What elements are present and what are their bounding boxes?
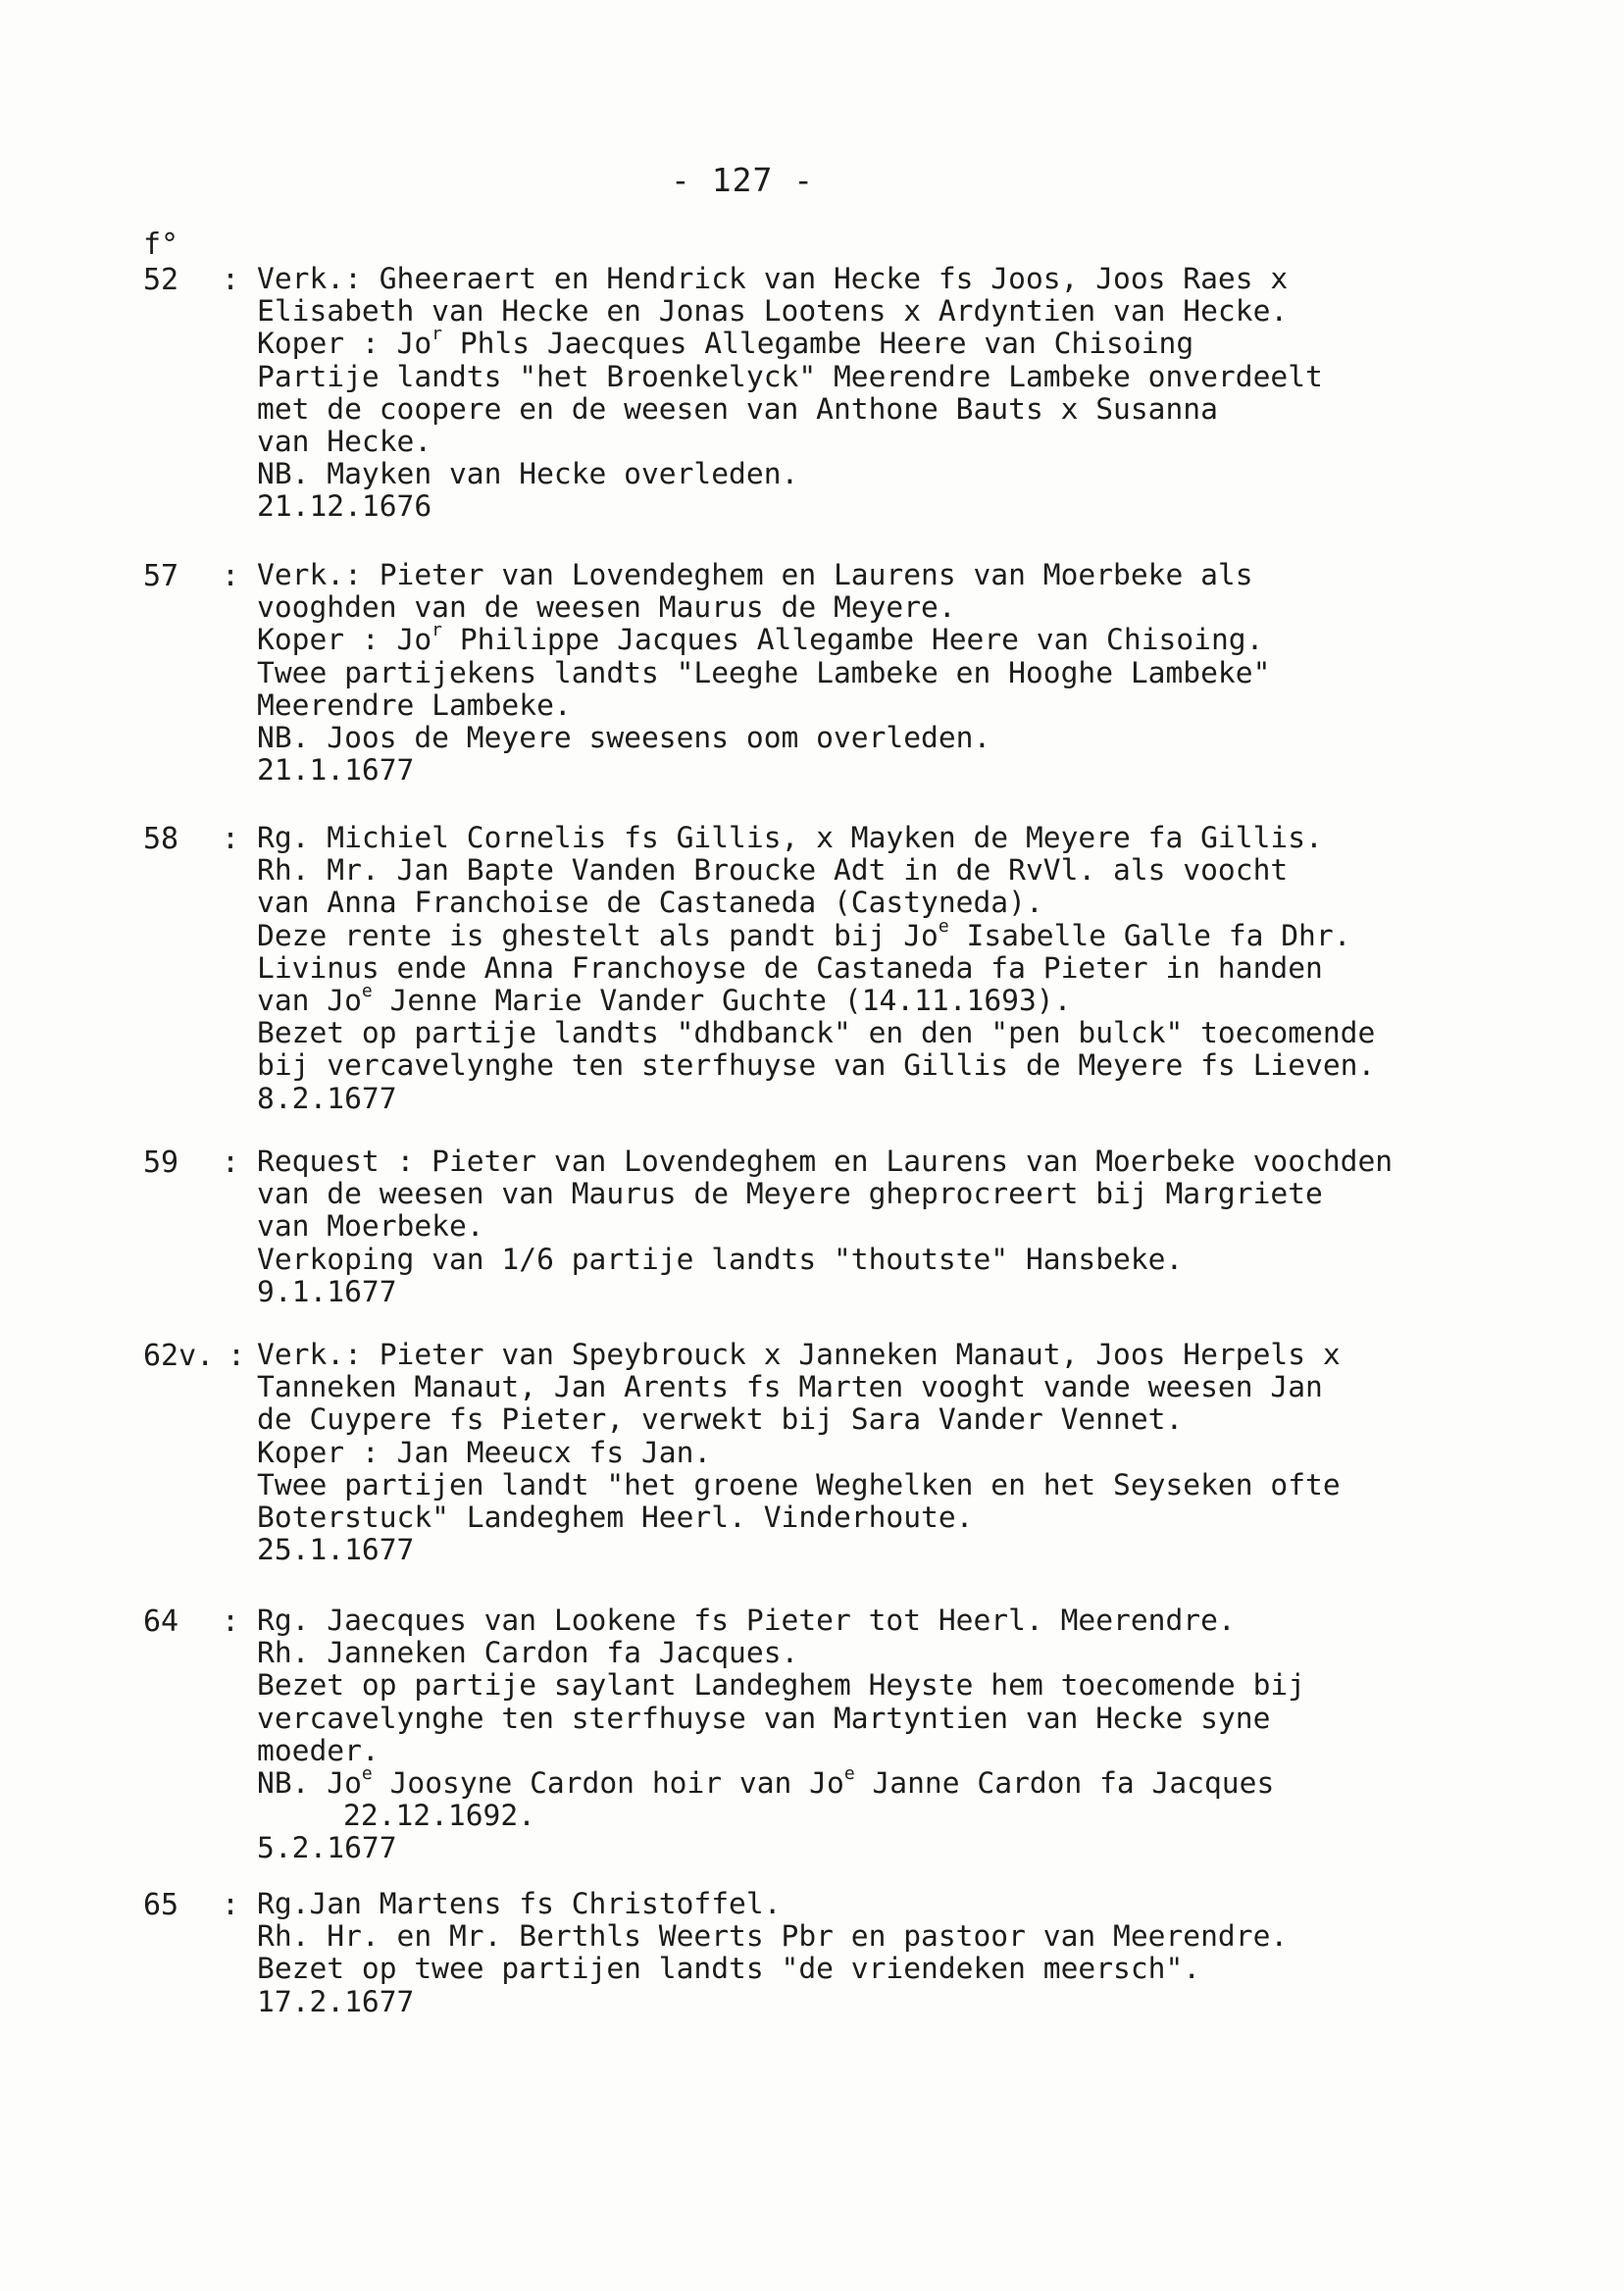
entry-line: 8.2.1677 xyxy=(257,1081,397,1115)
entry-line: Koper : Jo$^r$ Philippe Jacques Allegambe Heere van Chisoing. xyxy=(257,620,1264,657)
entry-line: 25.1.1677 xyxy=(257,1533,415,1567)
entry-line: Verkoping van 1/6 partije landts "thoutste" Hansbeke. xyxy=(257,1242,1184,1276)
entry-line: Verk.: Pieter van Lovendeghem en Laurens van Moerbeke als xyxy=(257,558,1253,591)
entry-line: Meerendre Lambeke. xyxy=(257,687,572,722)
entry-line: 9.1.1677 xyxy=(257,1274,397,1308)
folio-separator: : xyxy=(222,1604,240,1639)
entry-line: moeder. xyxy=(257,1733,380,1767)
entry-line: met de coopere en de weesen van Anthone Bauts x Susanna xyxy=(257,391,1218,426)
entry-line: Bezet op partije saylant Landeghem Heyste hem toecomende bij xyxy=(257,1668,1306,1703)
folio-number: 64 xyxy=(143,1604,179,1639)
page-number: - 127 - xyxy=(671,161,815,199)
entry-line: de Cuypere fs Pieter, verwekt bij Sara Vander Vennet. xyxy=(257,1402,1184,1437)
entry-line: van de weesen van Maurus de Meyere gheprocreert bij Margriete xyxy=(257,1177,1323,1211)
entry-text xyxy=(257,1888,1610,2018)
entry-line: Bezet op twee partijen landts "de vriendeken meersch". xyxy=(257,1952,1201,1986)
folio-separator: : xyxy=(222,1888,240,1922)
folio-number: 57 xyxy=(143,559,179,593)
folio-number: 62v. xyxy=(143,1339,215,1373)
folio-separator: : xyxy=(222,822,240,856)
entry-line: Boterstuck" Landeghem Heerl. Vinderhoute. xyxy=(257,1500,974,1534)
folio-number: 58 xyxy=(143,822,179,856)
entry-line: Request : Pieter van Lovendeghem en Laurens van Moerbeke voochden xyxy=(257,1145,1394,1178)
entry-line: vooghden van de weesen Maurus de Meyere. xyxy=(257,590,956,625)
entry-line: Livinus ende Anna Franchoyse de Castaneda fa Pieter in handen xyxy=(257,950,1323,985)
entry-line: 21.1.1677 xyxy=(257,753,415,788)
entry-line: Rg. Michiel Cornelis fs Gillis, x Mayken de Meyere fa Gillis. xyxy=(257,821,1323,854)
entry-line: Koper : Jo$^r$ Phls Jaecques Allegambe Heere van Chisoing xyxy=(257,324,1194,361)
folio-number: 52 xyxy=(143,263,179,297)
entry-line: Deze rente is ghestelt als pandt bij Jo$^e$ Isabelle Galle fa Dhr. xyxy=(257,915,1351,952)
entry-text xyxy=(257,263,1610,524)
entry-line: Verk.: Gheeraert en Hendrick van Hecke fs Joos, Joos Raes x xyxy=(257,262,1289,295)
entry-line: Rg. Jaecques van Lookene fs Pieter tot Heerl. Meerendre. xyxy=(257,1604,1236,1637)
folio-separator: : xyxy=(228,1339,246,1373)
entry-line: van Anna Franchoise de Castaneda (Castyneda). xyxy=(257,886,1043,920)
entry-line: Rh. Hr. en Mr. Berthls Weerts Pbr en pastoor van Meerendre. xyxy=(257,1919,1289,1954)
entry-line: 21.12.1676 xyxy=(257,489,432,524)
entry-line: Tanneken Manaut, Jan Arents fs Marten vooght vande weesen Jan xyxy=(257,1370,1323,1404)
entry-line: van Moerbeke. xyxy=(257,1209,484,1244)
entry-line: Twee partijekens landts "Leeghe Lambeke en Hooghe Lambeke" xyxy=(257,655,1271,689)
entry-line: Partije landts "het Broenkelyck" Meerendre Lambeke onverdeelt xyxy=(257,359,1323,393)
entry-line: Rg.Jan Martens fs Christoffel. xyxy=(257,1887,782,1920)
entry-line: 5.2.1677 xyxy=(257,1831,397,1865)
entry-line: Rh. Mr. Jan Bapte Vanden Broucke Adt in de RvVl. als voocht xyxy=(257,853,1289,888)
entry-line: vercavelynghe ten sterfhuyse van Martyntien van Hecke syne xyxy=(257,1701,1271,1735)
entry-line: bij vercavelynghe ten sterfhuyse van Gillis de Meyere fs Lieven. xyxy=(257,1048,1376,1083)
entry-text xyxy=(257,559,1610,787)
entry-line: NB. Mayken van Hecke overleden. xyxy=(257,457,799,491)
entry-line: Koper : Jan Meeucx fs Jan. xyxy=(257,1435,712,1469)
entry-line: NB. Joos de Meyere sweesens oom overleden. xyxy=(257,720,991,754)
folio-number: 59 xyxy=(143,1146,179,1180)
folio-column-header: f° xyxy=(143,228,179,262)
entry-line: NB. Jo$^e$ Joosyne Cardon hoir van Jo$^e$ Janne Cardon fa Jacques xyxy=(257,1762,1275,1800)
entry-text xyxy=(257,822,1610,1115)
folio-separator: : xyxy=(222,263,240,297)
entry-line: van Jo$^e$ Jenne Marie Vander Guchte (14.11.1693). xyxy=(257,980,1072,1017)
entry-text xyxy=(257,1339,1610,1566)
entry-line: 22.12.1692. xyxy=(343,1799,535,1833)
entry-line: Rh. Janneken Cardon fa Jacques. xyxy=(257,1636,799,1670)
folio-separator: : xyxy=(222,559,240,593)
folio-number: 65 xyxy=(143,1888,179,1922)
folio-separator: : xyxy=(222,1146,240,1180)
entry-text xyxy=(257,1146,1610,1308)
entry-text xyxy=(257,1604,1610,1865)
entry-line: Twee partijen landt "het groene Weghelken en het Seyseken ofte xyxy=(257,1467,1341,1502)
entry-line: Bezet op partije landts "dhdbanck" en den "pen bulck" toecomende xyxy=(257,1016,1376,1050)
entry-line: Verk.: Pieter van Speybrouck x Janneken Manaut, Joos Herpels x xyxy=(257,1338,1341,1371)
entry-line: Elisabeth van Hecke en Jonas Lootens x Ardyntien van Hecke. xyxy=(257,294,1289,329)
entry-line: van Hecke. xyxy=(257,424,432,458)
entry-line: 17.2.1677 xyxy=(257,1984,415,2018)
